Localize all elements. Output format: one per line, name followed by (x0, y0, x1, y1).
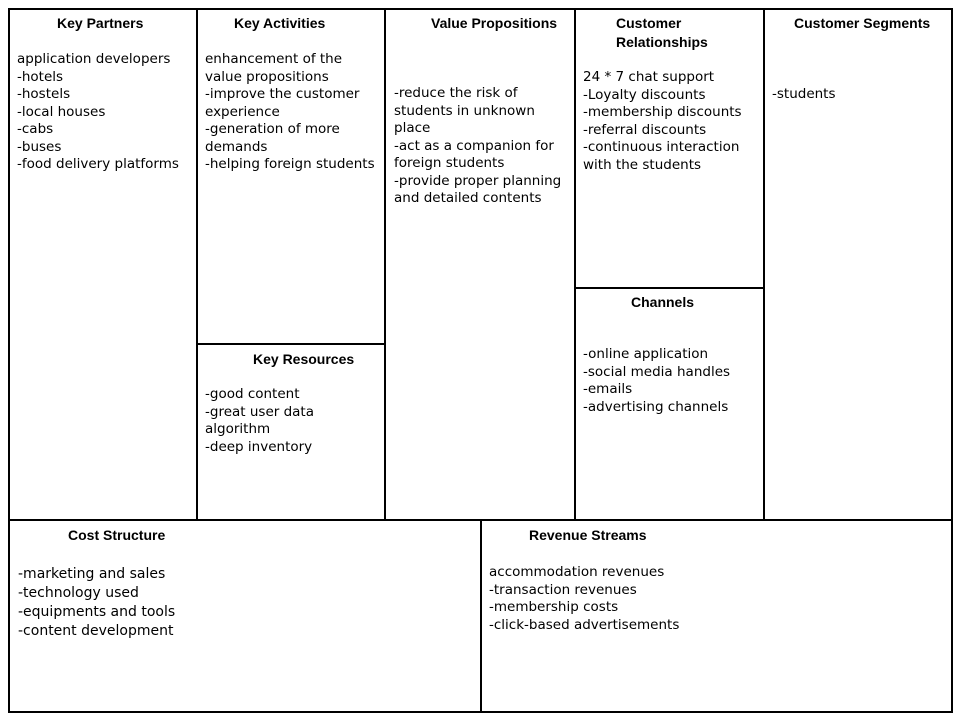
list-item: -membership costs (489, 599, 619, 615)
list-item: -continuous interaction with the students (583, 139, 740, 173)
key-partners-list (17, 51, 195, 174)
list-item: -local houses (17, 103, 106, 120)
list-item: -online application (583, 346, 709, 362)
list-item: -marketing and sales (18, 566, 166, 582)
customer-relationships-title-line2: Relationships (616, 34, 708, 50)
list-item: -act as a companion for foreign students (394, 137, 554, 171)
value-propositions-list (394, 85, 568, 208)
list-item: -Loyalty discounts (583, 86, 706, 103)
list-item: -referral discounts (583, 121, 707, 138)
list-item: -emails (583, 381, 633, 397)
cost-structure-list (18, 565, 468, 641)
list-item: -hotels (17, 68, 64, 85)
cost-structure-title: Cost Structure (68, 527, 166, 543)
value-propositions-title: Value Propositions (431, 15, 558, 31)
list-item: -provide proper planning and detailed contents (394, 172, 562, 206)
list-item: -buses (17, 138, 62, 155)
channels-title: Channels (631, 294, 695, 310)
list-item: -food delivery platforms (17, 156, 179, 172)
list-item: -generation of more demands (205, 121, 340, 155)
revenue-streams-list (489, 564, 939, 634)
list-item: -reduce the risk of students in unknown place (394, 85, 535, 136)
list-item: 24 * 7 chat support (583, 69, 715, 85)
list-item: accommodation revenues (489, 564, 665, 580)
list-item: -deep inventory (205, 438, 313, 455)
list-item: -helping foreign students (205, 156, 375, 172)
key-activities-list (205, 51, 377, 174)
customer-segments-title: Customer Segments (794, 15, 931, 31)
customer-segments-list (772, 86, 947, 104)
list-item: -equipments and tools (18, 604, 176, 620)
channels-list (583, 346, 761, 416)
list-item: -advertising channels (583, 398, 729, 415)
key-resources-title: Key Resources (253, 351, 355, 367)
list-item: -membership discounts (583, 104, 742, 120)
customer-relationships-title-line1: Customer (616, 15, 682, 31)
list-item: -great user data algorithm (205, 403, 315, 437)
list-item: -students (772, 86, 836, 102)
key-resources-list (205, 386, 377, 456)
list-item: enhancement of the value propositions (205, 51, 343, 85)
list-item: -cabs (17, 121, 54, 137)
list-item: application developers (17, 51, 171, 67)
key-activities-title: Key Activities (234, 15, 326, 31)
list-item: -hostels (17, 86, 71, 102)
list-item: -good content (205, 386, 300, 402)
customer-relationships-list (583, 69, 761, 174)
customer-segments-box (763, 8, 953, 521)
list-item: -improve the customer experience (205, 86, 360, 120)
list-item: -click-based advertisements (489, 616, 680, 633)
list-item: -transaction revenues (489, 581, 637, 598)
key-partners-title: Key Partners (57, 15, 144, 31)
list-item: -social media handles (583, 363, 731, 380)
list-item: -content development (18, 623, 174, 639)
list-item: -technology used (18, 585, 139, 601)
revenue-streams-title: Revenue Streams (529, 527, 647, 543)
